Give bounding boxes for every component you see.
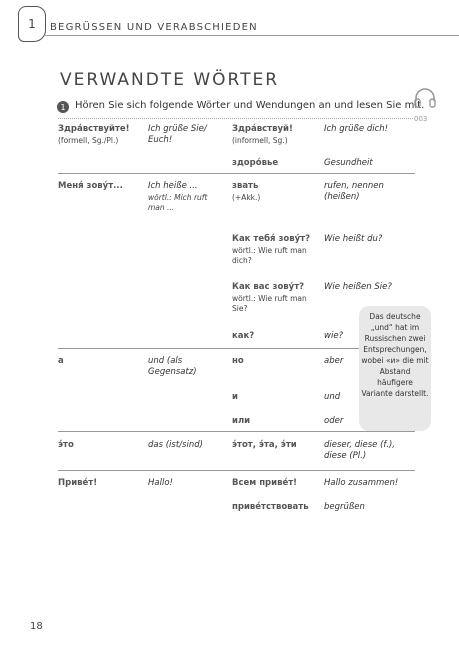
ru-related-word: Как вас зову́т? xyxy=(232,282,305,292)
ru-related-note: (+Akk.) xyxy=(232,193,261,202)
table-rule xyxy=(58,173,415,174)
audio-track-number: 003 xyxy=(414,115,428,123)
info-callout: Das deutsche „und“ hat im Russischen zwei Entsprechungen, wobei «и» die mit Abstand häufigere Variante darstellt. xyxy=(359,306,431,431)
de-related-translation: Ich grüße dich! xyxy=(324,124,389,134)
de-related-translation: Wie heißen Sie? xyxy=(324,282,392,292)
task-instruction: Hören Sie sich folgende Wörter und Wendungen an und lesen Sie mit. xyxy=(75,100,425,111)
ru-word: э́то xyxy=(58,440,74,450)
task-number-badge: 1 xyxy=(57,101,69,113)
ru-word: Здра́вствуйте! xyxy=(58,124,130,134)
ru-note: (formell, Sg./Pl.) xyxy=(58,136,119,145)
ru-related-note: wörtl.: Wie ruft man Sie? xyxy=(232,294,307,313)
table-rule xyxy=(58,431,415,432)
de-related-translation: oder xyxy=(324,416,344,426)
de-translation: Hallo! xyxy=(148,478,173,488)
de-translation: das (ist/sind) xyxy=(148,440,203,450)
ru-word: Приве́т! xyxy=(58,478,98,488)
ru-related-word: или xyxy=(232,416,251,426)
table-rule xyxy=(58,118,415,119)
chapter-title: BEGRÜSSEN UND VERABSCHIEDEN xyxy=(50,22,258,33)
de-translation: Ich grüße Sie/ Euch! xyxy=(148,124,207,145)
ru-related-word: приве́тствовать xyxy=(232,502,309,512)
header-rule xyxy=(44,35,459,36)
ru-related-word: и xyxy=(232,392,238,402)
page-number: 18 xyxy=(30,621,43,632)
ru-related-note: (informell, Sg.) xyxy=(232,136,288,145)
headphones-icon[interactable] xyxy=(413,87,437,109)
de-related-translation: Hallo zusammen! xyxy=(324,478,399,488)
ru-word: Меня́ зову́т... xyxy=(58,181,123,191)
ru-related-word: но xyxy=(232,356,244,366)
ru-related-word: Здра́вствуй! xyxy=(232,124,293,134)
de-related-translation: Wie heißt du? xyxy=(324,234,383,244)
de-related-translation: dieser, diese (f.), diese (Pl.) xyxy=(324,440,395,461)
de-related-translation: und xyxy=(324,392,341,402)
ru-related-word: Как тебя́ зову́т? xyxy=(232,234,311,244)
chapter-number: 1 xyxy=(18,6,46,42)
de-translation: und (als Gegensatz) xyxy=(148,356,197,377)
de-related-translation: rufen, nennen (heißen) xyxy=(324,181,384,202)
de-related-translation: aber xyxy=(324,356,344,366)
ru-word: а xyxy=(58,356,64,366)
ru-related-note: wörtl.: Wie ruft man dich? xyxy=(232,246,307,265)
ru-related-word: здоро́вье xyxy=(232,158,279,168)
ru-related-word: Всем приве́т! xyxy=(232,478,298,488)
ru-related-word: звать xyxy=(232,181,259,191)
de-note: wörtl.: Mich ruft man ... xyxy=(148,193,208,212)
de-related-translation: begrüßen xyxy=(324,502,365,512)
section-title: VERWANDTE WÖRTER xyxy=(60,70,280,90)
de-related-translation: wie? xyxy=(324,331,344,341)
de-translation: Ich heiße ... xyxy=(148,181,198,191)
ru-related-word: как? xyxy=(232,331,255,341)
ru-related-word: э́тот, э́та, э́ти xyxy=(232,440,297,450)
table-rule xyxy=(58,470,415,471)
de-related-translation: Gesundheit xyxy=(324,158,373,168)
